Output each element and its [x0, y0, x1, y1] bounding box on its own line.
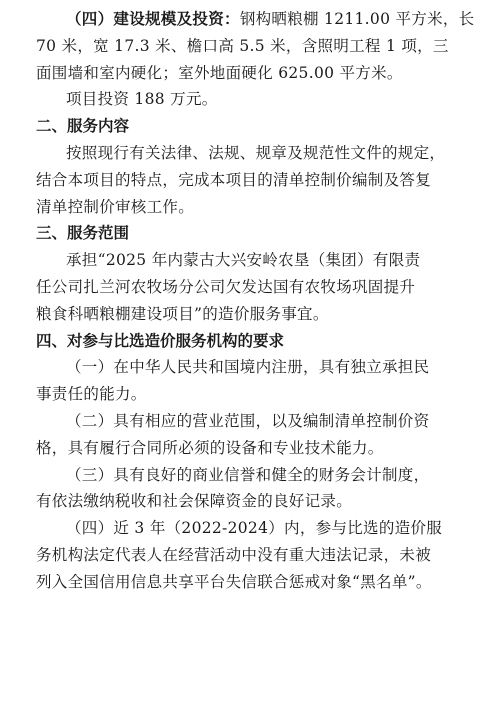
requirement-3-line-1: （三）具有良好的商业信誉和健全的财务会计制度，	[66, 465, 430, 484]
investment-line: 项目投资 188 万元。	[66, 90, 218, 109]
section-four-heading: 四、对参与比选造价服务机构的要求	[36, 331, 285, 350]
requirement-1-line-2: 事责任的能力。	[36, 385, 147, 404]
requirement-4-line-2: 务机构法定代表人在经营活动中没有重大违法记录，未被	[36, 545, 432, 564]
requirement-3-line-2: 有依法缴纳税收和社会保障资金的良好记录。	[36, 492, 353, 511]
requirement-2-line-1: （二）具有相应的营业范围，以及编制清单控制价资	[66, 411, 430, 430]
requirement-2-line-2: 格，具有履行合同所必须的设备和专业技术能力。	[36, 438, 384, 457]
scale-line-2: 70 米，宽 17.3 米、檐口高 5.5 米，含照明工程 1 项，三	[36, 36, 449, 55]
requirement-1-line-1: （一）在中华人民共和国境内注册，具有独立承担民	[66, 358, 430, 377]
scale-label: （四）建设规模及投资：	[66, 10, 240, 28]
section-three-heading: 三、服务范围	[36, 224, 130, 243]
requirement-4-line-1: （四）近 3 年（2022-2024）内，参与比选的造价服	[66, 519, 443, 538]
scale-line-3: 面围墙和室内硬化；室外地面硬化 625.00 平方米。	[36, 63, 403, 82]
service-scope-line-3: 粮食科晒粮棚建设项目”的造价服务事宜。	[36, 304, 329, 323]
scale-line-1-text: 钢构晒粮棚 1211.00 平方米，长	[239, 10, 475, 28]
section-two-heading: 二、服务内容	[36, 117, 130, 136]
service-content-line-1: 按照现行有关法律、法规、规章及规范性文件的规定，	[66, 143, 446, 162]
service-scope-line-2: 任公司扎兰河农牧场分公司欠发达国有农牧场巩固提升	[36, 277, 416, 296]
service-scope-line-1: 承担“2025 年内蒙古大兴安岭农垦（集团）有限责	[66, 251, 421, 270]
requirement-4-line-3: 列入全国信用信息共享平台失信联合惩戒对象“黑名单”。	[36, 572, 432, 591]
service-content-line-3: 清单控制价审核工作。	[36, 197, 195, 216]
service-content-line-2: 结合本项目的特点，完成本项目的清单控制价编制及答复	[36, 170, 432, 189]
scale-line-1	[36, 6, 475, 33]
